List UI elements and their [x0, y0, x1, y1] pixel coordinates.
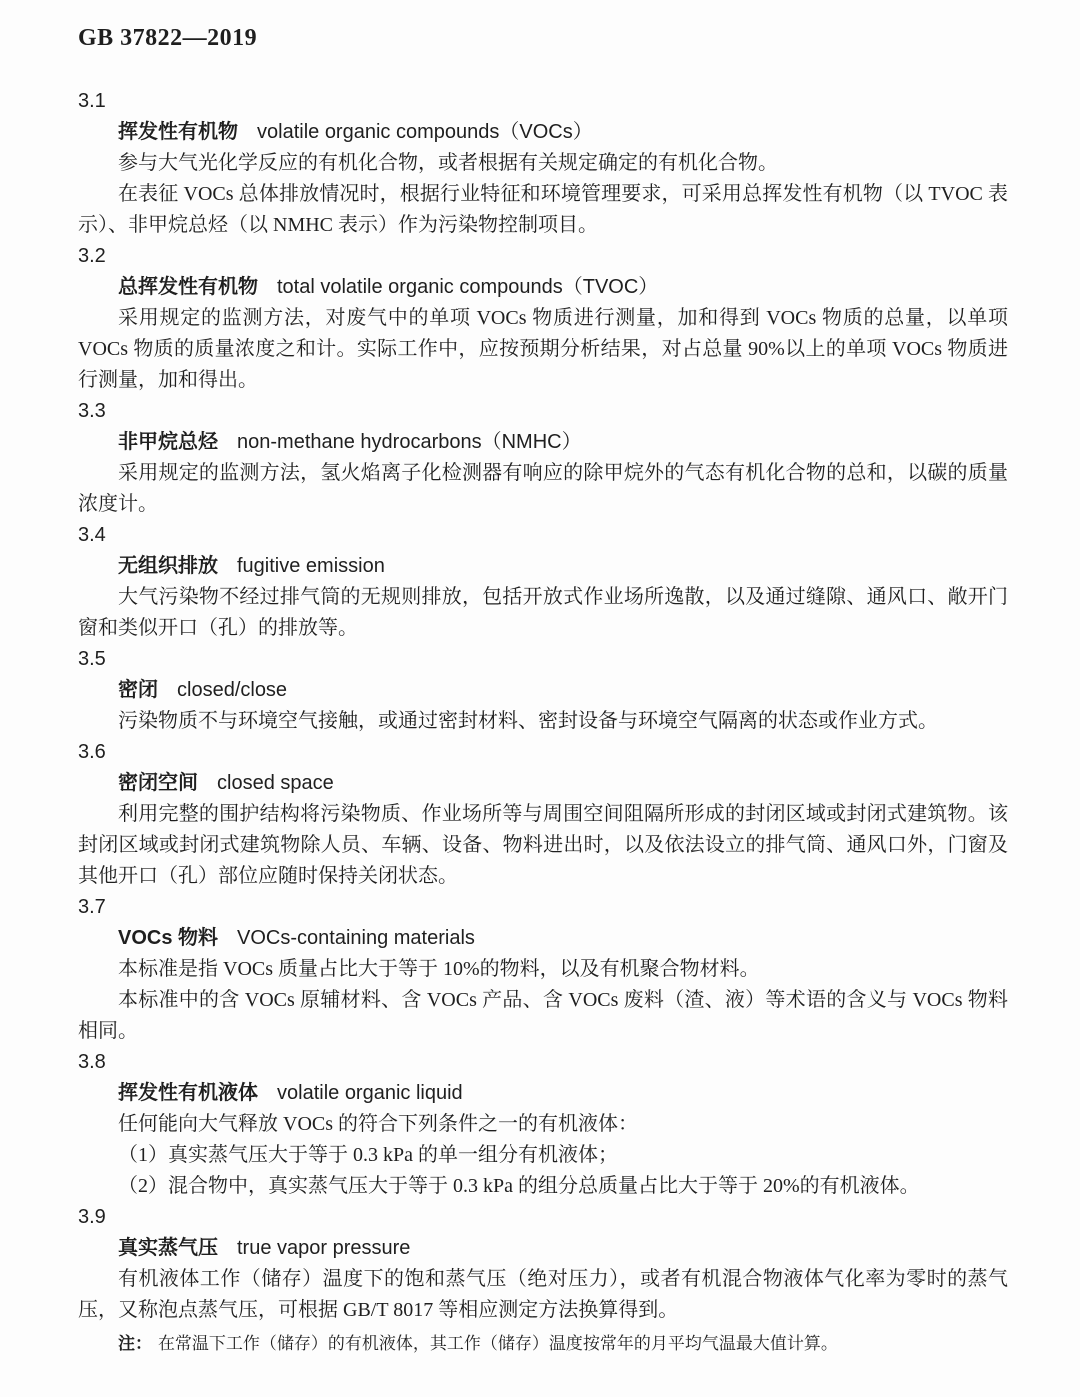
- definition-section: [78, 241, 1008, 396]
- term-english: total volatile organic compounds（TVOC）: [277, 276, 659, 298]
- definition-paragraph: 污染物质不与环境空气接触，或通过密封材料、密封设备与环境空气隔离的状态或作业方式。: [118, 710, 938, 732]
- term-english: volatile organic liquid: [277, 1082, 463, 1104]
- term-english: closed/close: [177, 679, 288, 701]
- term-chinese: 真实蒸气压: [118, 1237, 218, 1259]
- definition-paragraph: 在表征 VOCs 总体排放情况时，根据行业特征和环境管理要求，可采用总挥发性有机物（以 TVOC 表示）、非甲烷总烃（以 NMHC 表示）作为污染物控制项目。: [78, 183, 1008, 236]
- term-heading: [78, 427, 1008, 458]
- section-number: 3.5: [78, 648, 106, 670]
- section-number: 3.3: [78, 400, 106, 422]
- document-body: [78, 86, 1008, 1357]
- definition-paragraph: 有机液体工作（储存）温度下的饱和蒸气压（绝对压力），或者有机混合物液体气化率为零时的蒸气压，又称泡点蒸气压，可根据 GB/T 8017 等相应测定方法换算得到。: [78, 1268, 1008, 1321]
- term-chinese: 无组织排放: [118, 555, 218, 577]
- term-heading: [78, 1078, 1008, 1109]
- term-chinese: VOCs 物料: [118, 927, 219, 949]
- section-number: 3.2: [78, 245, 106, 267]
- term-chinese: 密闭空间: [118, 772, 198, 794]
- term-heading: [78, 768, 1008, 799]
- term-english: volatile organic compounds（VOCs）: [257, 121, 593, 143]
- term-english: closed space: [217, 772, 334, 794]
- term-heading: [78, 675, 1008, 706]
- term-heading: [78, 551, 1008, 582]
- section-number: 3.7: [78, 896, 106, 918]
- definition-paragraph: （1）真实蒸气压大于等于 0.3 kPa 的单一组分有机液体；: [118, 1144, 618, 1166]
- definition-section: [78, 520, 1008, 644]
- definition-section: [78, 892, 1008, 1047]
- term-chinese: 挥发性有机物: [118, 121, 238, 143]
- term-heading: [78, 1233, 1008, 1264]
- note-label: 注：: [118, 1334, 152, 1353]
- note-text: 在常温下工作（储存）的有机液体，其工作（储存）温度按常年的月平均气温最大值计算。: [157, 1334, 838, 1353]
- definition-paragraph: 本标准中的含 VOCs 原辅材料、含 VOCs 产品、含 VOCs 废料（渣、液）等术语的含义与 VOCs 物料相同。: [78, 989, 1008, 1042]
- definition-section: [78, 1047, 1008, 1202]
- definition-paragraph: 利用完整的围护结构将污染物质、作业场所等与周围空间阻隔所形成的封闭区域或封闭式建筑物。该封闭区域或封闭式建筑物除人员、车辆、设备、物料进出时，以及依法设立的排气筒、通风口外，门窗及其他开口（孔）部位应随时保持关闭状态。: [78, 803, 1008, 887]
- term-chinese: 非甲烷总烃: [118, 431, 218, 453]
- section-number: 3.4: [78, 524, 106, 546]
- section-number: 3.6: [78, 741, 106, 763]
- definition-section: [78, 396, 1008, 520]
- term-english: true vapor pressure: [237, 1237, 411, 1259]
- definition-paragraph: 大气污染物不经过排气筒的无规则排放，包括开放式作业场所逸散，以及通过缝隙、通风口、敞开门窗和类似开口（孔）的排放等。: [78, 586, 1008, 639]
- definition-section: [78, 737, 1008, 892]
- term-chinese: 密闭: [118, 679, 158, 701]
- definition-section: [78, 644, 1008, 737]
- definition-paragraph: 采用规定的监测方法，氢火焰离子化检测器有响应的除甲烷外的气态有机化合物的总和，以碳的质量浓度计。: [78, 462, 1008, 515]
- standard-number-header: GB 37822—2019: [78, 25, 258, 51]
- term-english: VOCs-containing materials: [237, 927, 475, 949]
- definition-paragraph: 采用规定的监测方法，对废气中的单项 VOCs 物质进行测量，加和得到 VOCs 物质的总量，以单项 VOCs 物质的质量浓度之和计。实际工作中，应按预期分析结果，对占总量 90%以上的单项 VOCs 物质进行测量，加和得出。: [78, 307, 1008, 391]
- term-heading: [78, 117, 1008, 148]
- definition-section: [78, 1202, 1008, 1357]
- section-number: 3.1: [78, 90, 106, 112]
- section-number: 3.8: [78, 1051, 106, 1073]
- term-english: fugitive emission: [237, 555, 385, 577]
- term-heading: [78, 272, 1008, 303]
- section-number: 3.9: [78, 1206, 106, 1228]
- definition-section: [78, 86, 1008, 241]
- term-english: non-methane hydrocarbons（NMHC）: [237, 431, 582, 453]
- term-heading: [78, 923, 1008, 954]
- definition-paragraph: 任何能向大气释放 VOCs 的符合下列条件之一的有机液体：: [118, 1113, 639, 1135]
- note-line: [78, 1331, 1008, 1357]
- definition-paragraph: 参与大气光化学反应的有机化合物，或者根据有关规定确定的有机化合物。: [118, 152, 778, 174]
- term-chinese: 总挥发性有机物: [118, 276, 258, 298]
- definition-paragraph: 本标准是指 VOCs 质量占比大于等于 10%的物料，以及有机聚合物材料。: [118, 958, 760, 980]
- definition-paragraph: （2）混合物中，真实蒸气压大于等于 0.3 kPa 的组分总质量占比大于等于 20%的有机液体。: [118, 1175, 920, 1197]
- term-chinese: 挥发性有机液体: [118, 1082, 258, 1104]
